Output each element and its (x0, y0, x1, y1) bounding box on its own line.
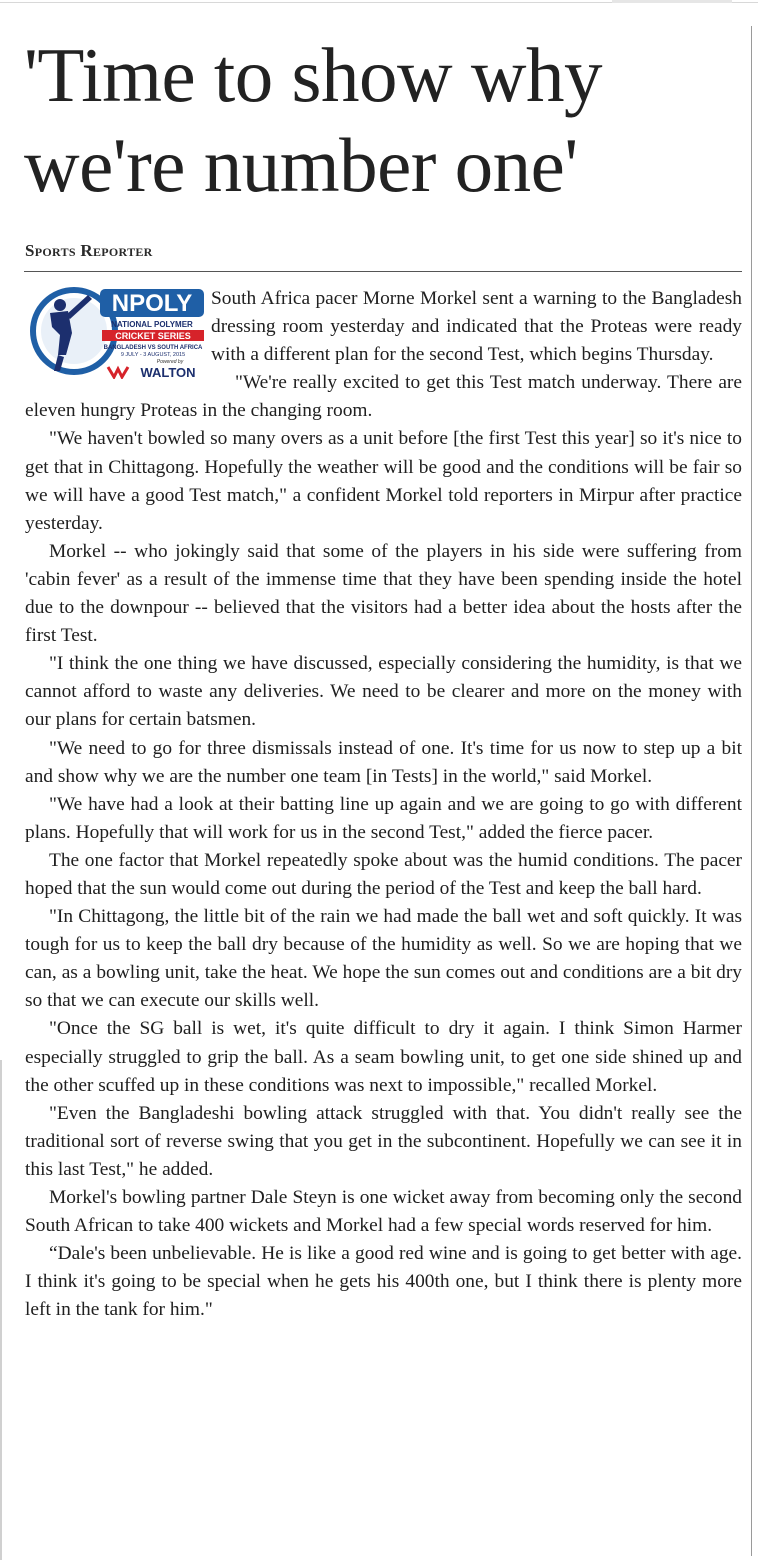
headline-line-1: 'Time to show why (24, 32, 602, 118)
paragraph: Morkel -- who jokingly said that some of the players in his side were suffering from 'cabin fever' as a result of the immense time that they have been spending inside the hotel due to the downpour -- believed that the visitors had a better idea about the hosts after the first Test. (25, 540, 742, 647)
paragraph: Morkel's bowling partner Dale Steyn is one wicket away from becoming only the second South African to take 400 wickets and Morkel had a few special words reserved for him. (25, 1187, 742, 1237)
paragraph: South Africa pacer Morne Morkel sent a warning to the Bangladesh dressing room yesterday and indicated that the Proteas were ready with a different plan for the second Test, which begins Thursday. (211, 288, 742, 366)
logo-powered: Powered by (156, 359, 184, 365)
byline-rule (24, 271, 742, 272)
headline-line-2: we're number one' (24, 122, 578, 208)
paragraph: "We have had a look at their batting line up again and we are going to go with different plans. Hopefully that will work for us in the second Test," added the fierce pacer. (25, 793, 742, 843)
paragraph: "I think the one thing we have discussed, especially considering the humidity, is that we cannot afford to waste any deliveries. We need to be clearer and more on the money with our plans for certain batsmen. (25, 653, 742, 731)
logo-line-3: BANGLADESH VS SOUTH AFRICA (103, 345, 203, 351)
paragraph: “Dale's been unbelievable. He is like a good red wine and is going to get better with age. I think it's going to be special when he gets his 400th one, but I think there is plenty more left in the tank for him." (25, 1243, 742, 1321)
logo-line-1: NATIONAL POLYMER (111, 320, 193, 329)
logo-line-4: 9 JULY - 3 AUGUST, 2015 (120, 352, 186, 358)
paragraph: "In Chittagong, the little bit of the rain we had made the ball wet and soft quickly. It was tough for us to keep the ball dry because of the humidity as well. So we are hoping that we can, as a bowling unit, take the heat. We hope the sun comes out and conditions are a bit dry so that we can execute our skills well. (25, 906, 742, 1012)
paragraph: "Even the Bangladeshi bowling attack struggled with that. You didn't really see the traditional sort of reverse swing that you get in the subcontinent. Hopefully we can see it in this last Test," he added. (25, 1102, 742, 1180)
article-body (25, 285, 742, 1324)
paragraph: "We need to go for three dismissals instead of one. It's time for us now to step up a bit and show why we are the number one team [in Tests] in the world," said Morkel. (25, 737, 742, 787)
top-tab-strip (612, 0, 732, 3)
byline: Sports Reporter (25, 241, 153, 260)
headline (24, 30, 744, 210)
logo-spacer (25, 285, 211, 393)
logo-line-2: CRICKET SERIES (115, 331, 191, 341)
paragraph: The one factor that Morkel repeatedly spoke about was the humid conditions. The pacer hoped that the sun would come out during the period of the Test and keep the ball hard. (25, 849, 742, 899)
paragraph: "We're really excited to get this Test match underway. There are eleven hungry Proteas in the changing room. (25, 372, 742, 422)
column-rule-left (0, 1060, 2, 1560)
column-rule-right (751, 26, 752, 1556)
paragraph: "Once the SG ball is wet, it's quite difficult to dry it again. I think Simon Harmer especially struggled to grip the ball. As a seam bowling unit, to get one side shined up and the other scuffed up in these conditions was next to impossible," recalled Morkel. (25, 1018, 742, 1096)
paragraph: "We haven't bowled so many overs as a unit before [the first Test this year] so it's nice to get that in Chittagong. Hopefully the weather will be good and the conditions will be fair so we will have a good Test match," a confident Morkel told reporters in Mirpur after practice yesterday. (25, 428, 742, 534)
logo-brand: NPOLY (111, 290, 193, 317)
logo-sponsor: WALTON (140, 365, 196, 379)
